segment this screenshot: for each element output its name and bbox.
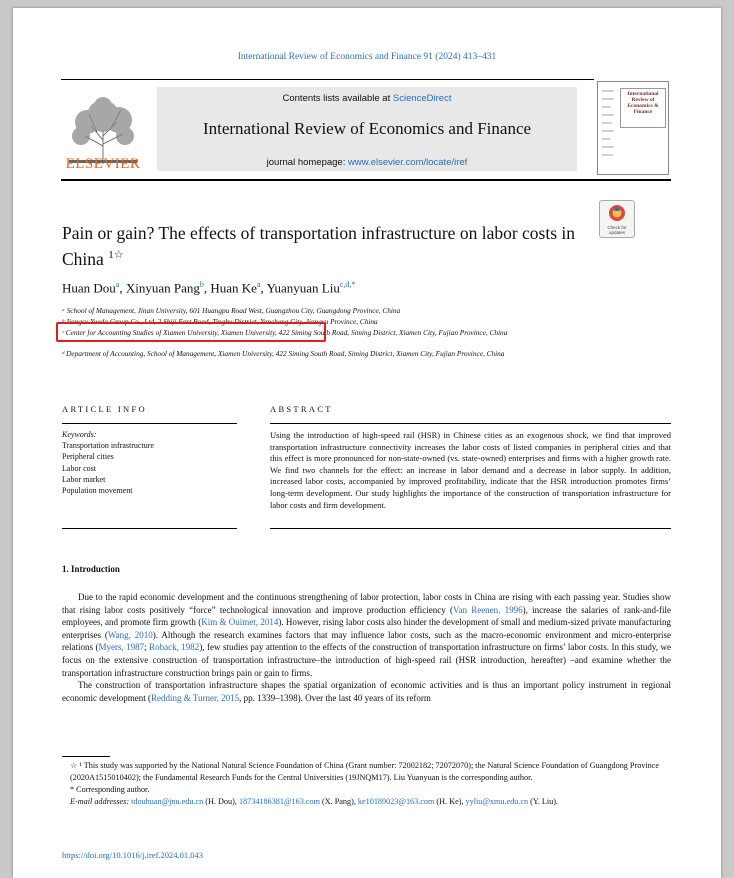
author-name: Yuanyuan Liu xyxy=(266,280,340,296)
contents-line: Contents lists available at ScienceDirect xyxy=(282,93,452,104)
affiliation-b: ᵇ Jiangsu Yueda Group Co., Ltd, 2 Shiji East Road, Tinghu District, Yancheng City, Jiangsu Province, China xyxy=(62,317,378,326)
author-affiliation-link[interactable]: a xyxy=(256,280,261,289)
journal-reference[interactable]: International Review of Economics and Finance 91 (2024) 413–431 xyxy=(237,52,497,62)
article-info-heading: ARTICLE INFO xyxy=(62,404,147,414)
article-title: Pain or gain? The effects of transportation infrastructure on labor costs in China $^{1☆}$ xyxy=(62,223,576,269)
cover-decoration-icon xyxy=(601,85,615,169)
citation-link[interactable]: Wang, 2010 xyxy=(107,629,153,640)
introduction-body xyxy=(62,591,671,704)
email-link[interactable]: ke10189023@163.com xyxy=(357,797,435,806)
cover-title: International Review of Economics & Finance xyxy=(620,88,666,128)
keyword: Labor market xyxy=(62,474,106,484)
author-affiliation-link[interactable]: b xyxy=(199,280,204,289)
article-info-rule xyxy=(62,423,237,424)
highlight-box xyxy=(56,322,326,342)
header-rule xyxy=(61,79,594,80)
check-for-updates-button[interactable] xyxy=(599,200,635,238)
abstract-rule xyxy=(270,423,671,424)
section-heading-introduction: 1. Introduction xyxy=(62,564,120,574)
check-updates-icon xyxy=(600,201,634,225)
email-link[interactable]: 18734186381@163.com xyxy=(238,797,320,806)
citation-link[interactable]: Roback, 1982 xyxy=(149,642,200,653)
author-name: Huan Dou xyxy=(62,280,116,296)
doi-link[interactable]: https://doi.org/10.1016/j.iref.2024.01.043 xyxy=(62,850,204,860)
title-footnote-marks[interactable]: 1☆ xyxy=(108,249,124,261)
journal-title: International Review of Economics and Finance xyxy=(202,119,532,138)
homepage-link[interactable]: www.elsevier.com/locate/iref xyxy=(348,157,468,168)
email-link[interactable]: tdouhuan@jnu.edu.cn xyxy=(131,797,204,806)
keyword: Transportation infrastructure xyxy=(62,441,154,451)
homepage-line: journal homepage: www.elsevier.com/locate/iref xyxy=(266,157,468,168)
paragraph: Due to the rapid economic development and the continuous strengthening of labor protection, labor costs in China are rising with each passing year. Studies show that rising labor costs positively “force” technological innovation and improve production efficiency (Van Reenen, 1996), increase the salaries of rank-and-file employees, and promote firm growth (Kim & Ouimet, 2014). However, rising labor costs also hinder the development of small and medium-sized private manufacturing enterprises (Wang, 2010). Although the research examines factors that may influence labor costs, such as the macro-economic environment and micro-enterprise relations (Myers, 1987; Roback, 1982), few studies pay attention to the effects of the construction of transportation infrastructure on firms’ labor costs. In this study, we focus on the extensive construction of transportation infrastructure–the introduction of high-speed rail (HSR introduction, hereafter) –and examine whether the transportation infrastructure construction brings pain or gain to firms. xyxy=(62,592,672,678)
author-name: Huan Ke xyxy=(210,280,257,296)
header-thick-rule xyxy=(61,179,671,181)
affiliation-c: ᶜ Center for Accounting Studies of Xiamen University, Xiamen University, 422 Siming South Road, Siming District, Xiamen City, Fujian Province, China xyxy=(62,328,508,337)
abstract-heading: ABSTRACT xyxy=(270,404,333,414)
author-name: Xinyuan Pang xyxy=(125,280,200,296)
sciencedirect-link[interactable]: ScienceDirect xyxy=(392,93,452,104)
author-list: Huan Dou$^a$, Xinyuan Pang$^b$, Huan Ke$^a$, Yuanyuan Liu$^{c,d,*}$ xyxy=(62,280,356,296)
funding-footnote: ☆ ¹ This study was supported by the National Natural Science Foundation of China (Grant number: 72002182; 72072070); the Natural Science Foundation of Guangdong Province (2020A1515010402); the Fundamental Research Funds for the Central Universities (19JNQM17). Liu Yuanyuan is the corresponding author. xyxy=(70,761,660,782)
journal-cover-thumbnail xyxy=(597,81,669,175)
citation-link[interactable]: Van Reenen, 1996 xyxy=(452,604,523,615)
citation-link[interactable]: Kim & Ouimet, 2014 xyxy=(201,617,279,628)
email-link[interactable]: yyliu@xmu.edu.cn xyxy=(465,797,529,806)
email-label: E-mail addresses: xyxy=(70,797,130,806)
abstract-bottom-rule xyxy=(270,528,671,529)
check-updates-label: Check for updates xyxy=(607,225,627,235)
affiliation-d: ᵈ Department of Accounting, School of Management, Xiamen University, 422 Siming South Road, Siming District, Xiamen City, Fujian Province, China xyxy=(62,349,505,358)
keyword: Peripheral cities xyxy=(62,452,114,462)
keyword: Labor cost xyxy=(62,463,96,473)
author-affiliation-link[interactable]: c,d,* xyxy=(339,280,356,289)
citation-link[interactable]: Myers, 1987 xyxy=(98,642,145,653)
corresponding-footnote: * Corresponding author. xyxy=(70,785,150,794)
footnotes xyxy=(62,760,671,808)
author-affiliation-link[interactable]: a xyxy=(115,280,120,289)
journal-banner xyxy=(157,87,577,171)
keywords-block xyxy=(62,429,232,496)
pdf-page xyxy=(13,8,721,878)
footnote-rule xyxy=(62,756,110,757)
email-footnote: E-mail addresses: tdouhuan@jnu.edu.cn (H. Dou), 18734186381@163.com (X. Pang), ke10189023@163.com (H. Ke), yyliu@xmu.edu.cn (Y. Liu). xyxy=(70,797,558,806)
paragraph: The construction of transportation infrastructure shapes the spatial organization of economic activities and is thus an important policy instrument in regional economic development (Redding & Turner, 2015, pp. 1339–1398). Over the last 40 years of its reform xyxy=(62,680,671,703)
abstract-text: Using the introduction of high-speed rail (HSR) in Chinese cities as an exogenous shock, we find that improved transportation infrastructure connectivity increases the labor costs of listed companies in peripheral cities and that this effect is more pronounced for non-state-owned (vs. state-owned) enterprises and firms with a higher growth rate. We find two channels for the effect: an increase in labor demand and a decrease in labor supply. In addition, increased labor costs, accompanied by improved profitability, indicate that the HSR introduction promotes firms’ long-term development. Our study highlights the importance of the construction of transportation infrastructure for labor costs and firm development. xyxy=(270,430,671,510)
keyword: Population movement xyxy=(62,486,133,496)
article-info-bottom-rule xyxy=(62,528,237,529)
keywords-label: Keywords: xyxy=(62,430,97,439)
citation-link[interactable]: Redding & Turner, 2015 xyxy=(150,692,240,703)
affiliation-a: ᵃ School of Management, Jinan University, 601 Huangpu Road West, Guangzhou City, Guangdong Province, China xyxy=(62,306,401,315)
elsevier-wordmark: ELSEVIER xyxy=(65,156,141,172)
